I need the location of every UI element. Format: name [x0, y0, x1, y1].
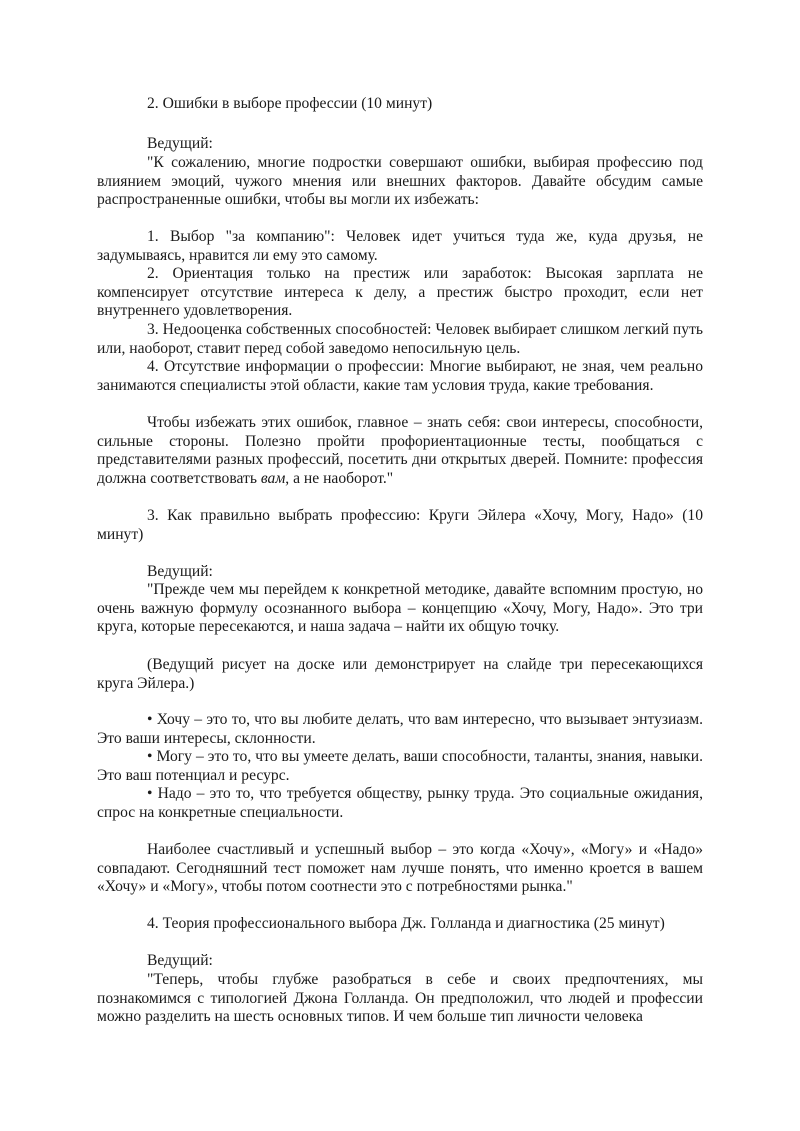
error-item-3: 3. Недооценка собственных способностей: Человек выбирает слишком легкий путь или, наоборот, ставит перед собой заведомо непосильную цель. — [97, 321, 703, 357]
section-2-speaker: Ведущий: — [147, 135, 213, 152]
conclusion-emphasis: вам — [260, 470, 286, 488]
conclusion-text-before: Чтобы избежать этих ошибок, главное – знать себя: свои интересы, способности, сильные стороны. Полезно пройти профориентационные тесты, пообщаться с представителями разных профессий, посетить дни открытых дверей. Помните: профессия должна соответствовать — [97, 414, 703, 488]
bullet-want: • Хочу – это то, что вы любите делать, что вам интересно, что вызывает энтузиазм. Это ваши интересы, склонности. — [97, 711, 703, 747]
conclusion-text-after: , а не наоборот." — [285, 470, 394, 488]
section-2-conclusion — [97, 414, 703, 489]
bullet-can: • Могу – это то, что вы умеете делать, ваши способности, таланты, знания, навыки. Это ваш потенциал и ресурс. — [97, 748, 703, 784]
section-3-heading: 3. Как правильно выбрать профессию: Круги Эйлера «Хочу, Могу, Надо» (10 минут) — [97, 507, 703, 543]
bullet-need: • Надо – это то, что требуется обществу, рынку труда. Это социальные ожидания, спрос на конкретные специальности. — [97, 785, 703, 821]
error-item-1: 1. Выбор "за компанию": Человек идет учиться туда же, куда друзья, не задумываясь, нравится ли ему это самому. — [97, 228, 703, 264]
error-item-4: 4. Отсутствие информации о профессии: Многие выбирают, не зная, чем реально занимаются специалисты этой области, какие там условия труда, какие требования. — [97, 358, 703, 394]
section-4-intro: "Теперь, чтобы глубже разобраться в себе и своих предпочтениях, мы познакомимся с типологией Джона Голланда. Он предположил, что людей и профессии можно разделить на шесть основных типов. И чем больше тип личности человека — [97, 971, 703, 1026]
section-3-stage-note: (Ведущий рисует на доске или демонстрирует на слайде три пересекающихся круга Эйлера.) — [97, 656, 703, 692]
section-2-heading: 2. Ошибки в выборе профессии (10 минут) — [147, 95, 433, 112]
section-3-intro: "Прежде чем мы перейдем к конкретной методике, давайте вспомним простую, но очень важную формулу осознанного выбора – концепцию «Хочу, Могу, Надо». Это три круга, которые пересекаются, и наша задача – найти их общую точку. — [97, 581, 703, 636]
section-4-speaker: Ведущий: — [147, 952, 213, 969]
section-3-conclusion: Наиболее счастливый и успешный выбор – это когда «Хочу», «Могу» и «Надо» совпадают. Сегодняшний тест поможет нам лучше понять, что именно кроется в вашем «Хочу» и «Могу», чтобы потом соотнести это с потребностями рынка." — [97, 841, 703, 896]
section-3-speaker: Ведущий: — [147, 563, 213, 580]
section-2-intro: "К сожалению, многие подростки совершают ошибки, выбирая профессию под влиянием эмоций, чужого мнения или внешних факторов. Давайте обсудим самые распространенные ошибки, чтобы вы могли их избежать: — [97, 154, 703, 209]
error-item-2: 2. Ориентация только на престиж или заработок: Высокая зарплата не компенсирует отсутствие интереса к делу, а престиж быстро проходит, если нет внутреннего удовлетворения. — [97, 265, 703, 320]
section-4-heading: 4. Теория профессионального выбора Дж. Голланда и диагностика (25 минут) — [147, 915, 665, 932]
